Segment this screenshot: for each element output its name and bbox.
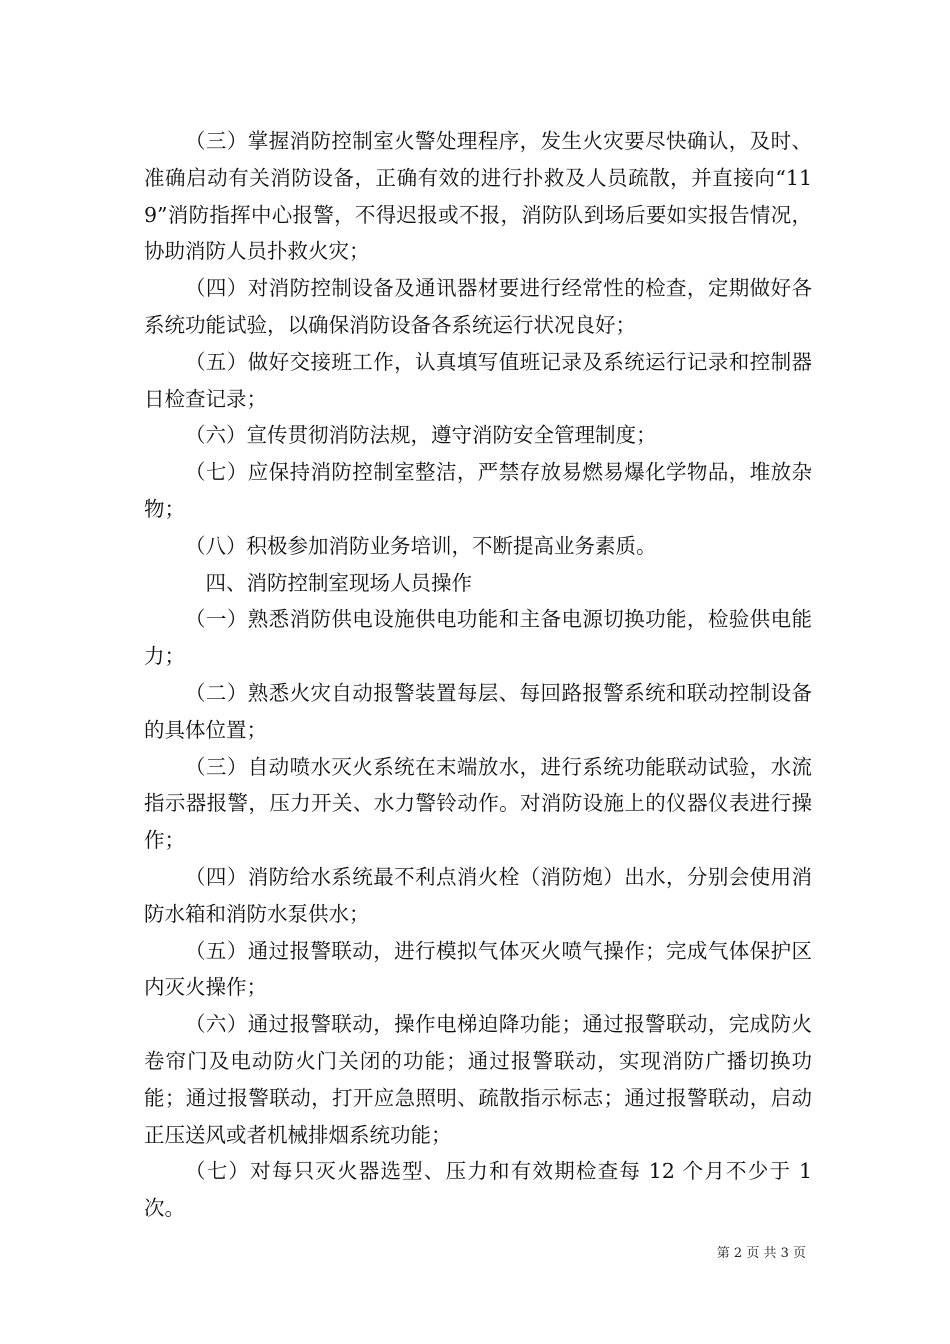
- paragraph-operation-4: （四）消防给水系统最不利点消火栓（消防炮）出水，分别会使用消防水箱和消防水泵供水；: [144, 864, 812, 926]
- paragraph-duty-3: （三）掌握消防控制室火警处理程序，发生火灾要尽快确认，及时、准确启动有关消防设备，正确有效的进行扑救及人员疏散，并直接向“119”消防指挥中心报警，不得迟报或不报，消防队到场后要如实报告情况，协助消防人员扑救火灾；: [144, 129, 812, 264]
- paragraph-duty-4: （四）对消防控制设备及通讯器材要进行经常性的检查，定期做好各系统功能试验，以确保消防设备各系统运行状况良好；: [144, 276, 812, 337]
- section-heading-4: 四、消防控制室现场人员操作: [205, 570, 472, 595]
- page-number-footer: 第 2 页 共 3 页: [716, 1246, 806, 1261]
- paragraph-operation-3: （三）自动喷水灭火系统在末端放水，进行系统功能联动试验，水流指示器报警，压力开关、水力警铃动作。对消防设施上的仪器仪表进行操作；: [144, 754, 812, 853]
- paragraph-operation-6: （六）通过报警联动，操作电梯迫降功能；通过报警联动，完成防火卷帘门及电动防火门关闭的功能；通过报警联动，实现消防广播切换功能；通过报警联动，打开应急照明、疏散指示标志；通过报警联动，启动正压送风或者机械排烟系统功能；: [144, 1012, 812, 1147]
- paragraph-duty-5: （五）做好交接班工作，认真填写值班记录及系统运行记录和控制器日检查记录；: [144, 349, 812, 411]
- document-body: [144, 123, 812, 1227]
- paragraph-duty-6: （六）宣传贯彻消防法规，遵守消防安全管理制度；: [185, 423, 657, 448]
- paragraph-operation-1: （一）熟悉消防供电设施供电功能和主备电源切换功能，检验供电能力；: [144, 607, 812, 669]
- paragraph-duty-8: （八）积极参加消防业务培训，不断提高业务素质。: [185, 533, 657, 558]
- paragraph-operation-2: （二）熟悉火灾自动报警装置每层、每回路报警系统和联动控制设备的具体位置；: [144, 680, 812, 742]
- paragraph-duty-7: （七）应保持消防控制室整洁，严禁存放易燃易爆化学物品，堆放杂物；: [144, 460, 812, 521]
- paragraph-operation-5: （五）通过报警联动，进行模拟气体灭火喷气操作；完成气体保护区内灭火操作；: [144, 938, 812, 1000]
- paragraph-operation-7: （七）对每只灭火器选型、压力和有效期检查每 12 个月不少于 1 次。: [144, 1159, 812, 1221]
